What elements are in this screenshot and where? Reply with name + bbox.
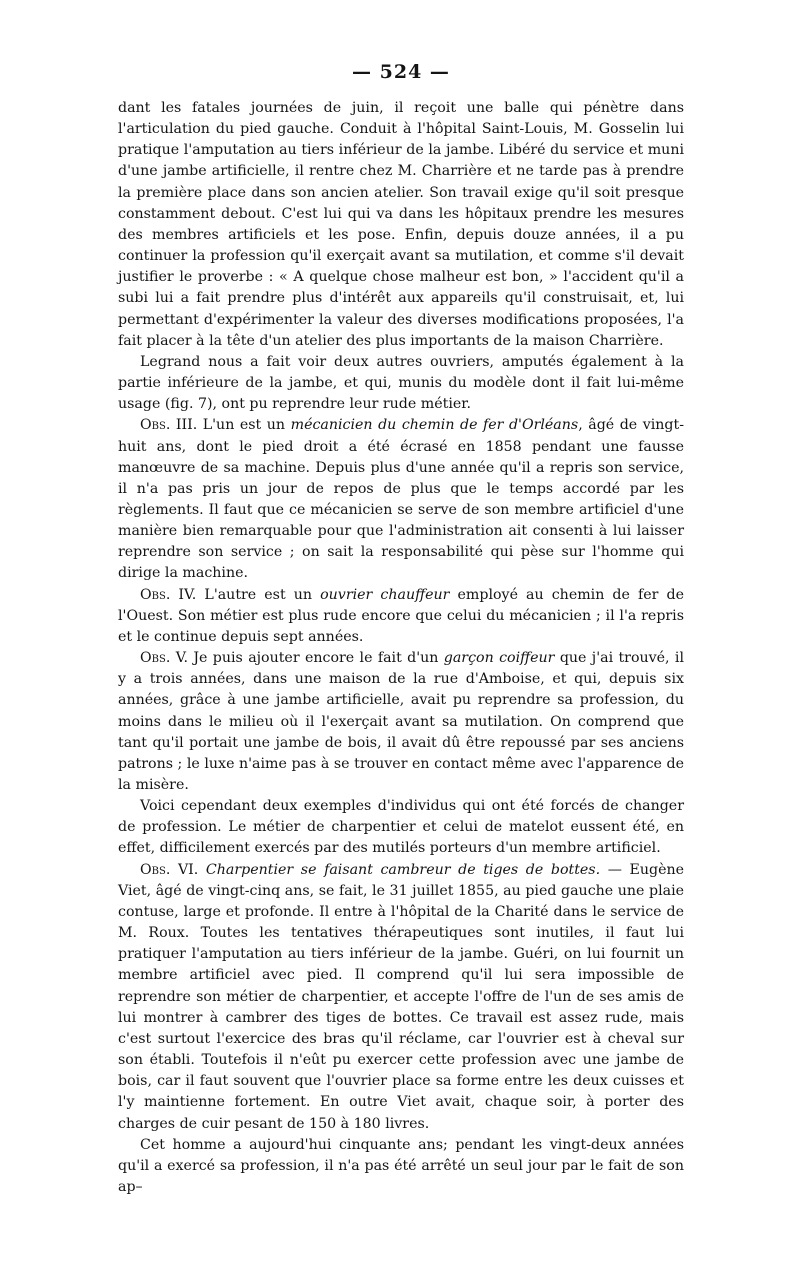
paragraph-legrand: Legrand nous a fait voir deux autres ouvriers, amputés également à la partie inférieure de la jambe, et qui, munis du modèle dont il fait lui-même usage (fig. 7), ont pu reprendre leur rude métier. — [118, 353, 684, 413]
obs-text: — Eugène Viet, âgé de vingt-cinq ans, se fait, le 31 juillet 1855, au pied gauche une plaie contuse, large et profonde. Il entre à l'hôpital de la Charité dans le service de M. Roux. Toutes les tentatives thérapeutiques sont inutiles, il faut lui pratiquer l'amputation au tiers inférieur de la jambe. Guéri, on lui fournit un membre artificiel avec pied. Il comprend qu'il lui sera impossible de reprendre son métier de charpentier, et accepte l'offre de l'un de ses amis de lui montrer à cambrer des tiges de bottes. Ce travail est assez rude, mais c'est surtout l'exercice des bras qu'il réclame, car l'ouvrier est à cheval sur son établi. Toutefois il n'eût pu exercer cette profession avec une jambe de bois, car il faut souvent que l'ouvrier place sa forme entre les deux cuisses et l'y maintienne fortement. En outre Viet avait, chaque soir, à porter des charges de cuir pesant de 150 à 180 livres. — [118, 861, 685, 1132]
obs-label: Obs. III. — [140, 417, 198, 434]
book-page — [118, 58, 684, 1248]
obs-italic-text: garçon coiffeur — [443, 650, 555, 667]
paragraph-profession-change: Voici cependant deux exemples d'individus qui ont été forcés de changer de profession. Le métier de charpentier et celui de matelot eussent été, en effet, difficilement exercés par des mutilés porteurs d'un membre artificiel. — [118, 798, 684, 857]
paragraph-obs-5 — [118, 648, 684, 796]
obs-text — [198, 862, 206, 878]
obs-text: Je puis ajouter encore le fait d'un — [187, 650, 444, 667]
obs-text: L'autre est un — [196, 586, 321, 603]
obs-text: , âgé de vingt-huit ans, dont le pied droit a été écrasé en 1858 pendant une fausse manœuvre de sa machine. Depuis plus d'une année qu'il a repris son service, il n'a pas pris un jour de repos de plus que le temps accordé par les règlements. Il faut que ce mécanicien se serve de son membre artificiel d'une manière bien remarquable pour que l'administration ait consenti à lui laisser reprendre son service ; on sait la responsabilité qui pèse sur l'homme qui dirige la machine. — [118, 417, 684, 582]
obs-italic-text: ouvrier chauffeur — [320, 586, 450, 603]
paragraph-final: Cet homme a aujourd'hui cinquante ans; pendant les vingt-deux années qu'il a exercé sa profession, il n'a pas été arrêté un seul jour par le fait de son ap– — [118, 1136, 684, 1195]
paragraph-obs-6 — [118, 860, 684, 1135]
obs-text: L'un est un — [197, 417, 291, 434]
obs-label: Obs. V. — [140, 650, 188, 667]
page-number: — 524 — — [352, 61, 450, 83]
obs-label: Obs. IV. — [140, 586, 197, 603]
obs-label: Obs. VI. — [140, 861, 199, 878]
paragraph-obs-4 — [118, 585, 684, 648]
paragraph-obs-3 — [118, 415, 684, 584]
obs-text: que j'ai trouvé, il y a trois années, dans une maison de la rue d'Amboise, et qui, depuis six années, grâce à une jambe artificielle, avait pu reprendre sa profession, du moins dans le milieu où il l'exerçait avant sa mutilation. On comprend que tant qu'il portait une jambe de bois, il avait dû être repoussé par ses anciens patrons ; le luxe n'aime pas à se trouver en contact même avec l'apparence de la misère. — [118, 650, 684, 793]
paragraph-continuation: dant les fatales journées de juin, il reçoit une balle qui pénètre dans l'articulation du pied gauche. Conduit à l'hôpital Saint-Louis, M. Gosselin lui pratique l'amputation au tiers inférieur de la jambe. Libéré du service et muni d'une jambe artificielle, il rentre chez M. Charrière et ne tarde pas à prendre la première place dans son ancien atelier. Son travail exige qu'il soit presque constamment debout. C'est lui qui va dans les hôpitaux prendre les mesures des membres artificiels et les pose. Enfin, depuis douze années, il a pu continuer la profession qu'il exerçait avant sa mutilation, et comme s'il devait justifier le proverbe : « A quelque chose malheur est bon, » l'accident qu'il a subi lui a fait prendre plus d'intérêt aux appareils qu'il construisait, et, lui permettant d'expérimenter la valeur des diverses modifications proposées, l'a fait placer à la tête d'un atelier des plus importants de la maison Charrière. — [118, 100, 684, 349]
obs-italic-text: mécanicien du chemin de fer d'Orléans — [290, 417, 579, 434]
obs-italic-text: Charpentier se faisant cambreur de tiges de bottes. — [205, 861, 601, 878]
obs-text: employé au chemin de fer de l'Ouest. Son métier est plus rude encore que celui du mécanicien ; il l'a repris et le continue depuis sept années. — [118, 586, 684, 645]
